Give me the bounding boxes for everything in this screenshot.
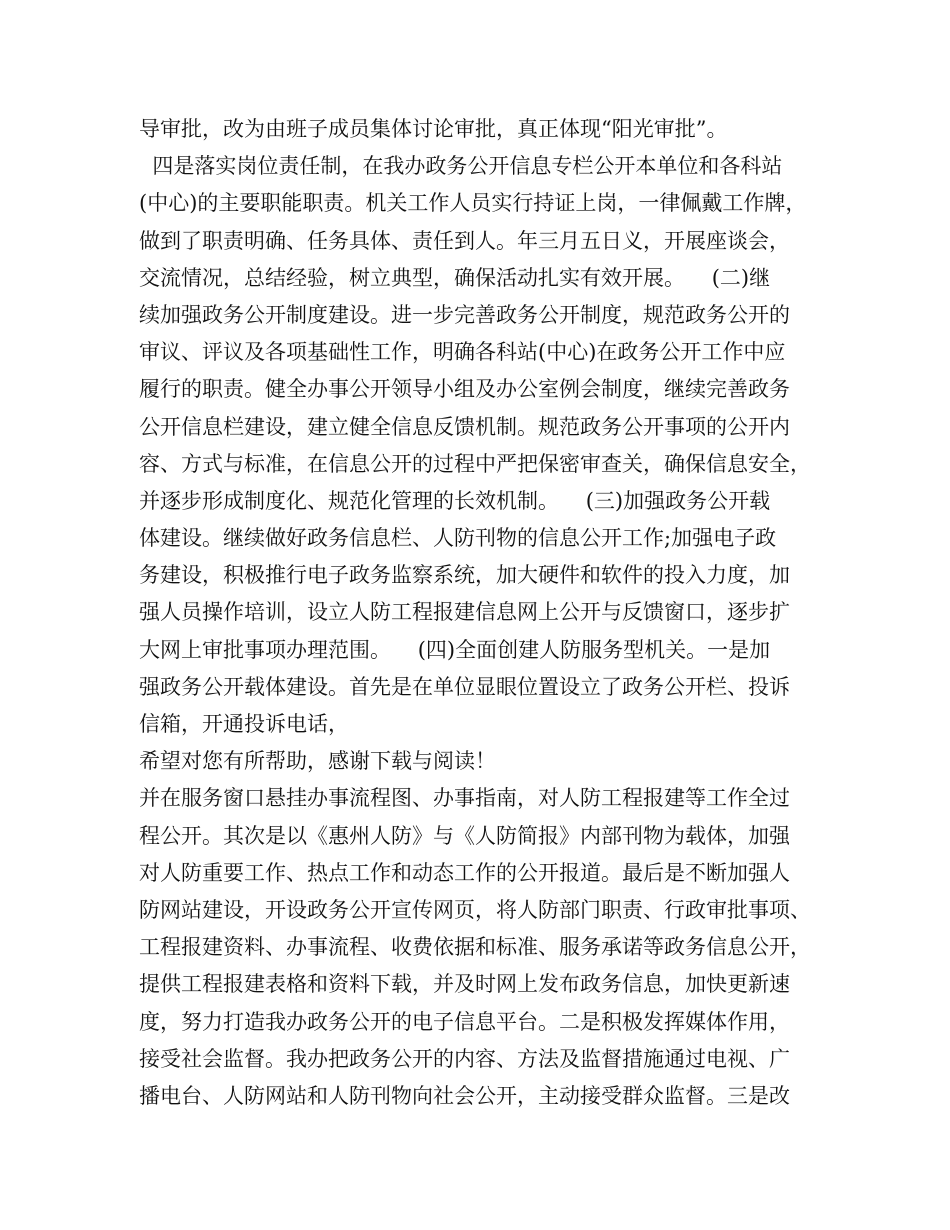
text-line: 履行的职责。健全办事公开领导小组及办公室例会制度，继续完善政务: [139, 377, 790, 402]
text-line: 并在服务窗口悬挂办事流程图、办事指南，对人防工程报建等工作全过: [139, 786, 790, 811]
text-line: 四是落实岗位责任制，在我办政务公开信息专栏公开本单位和各科站: [139, 154, 783, 179]
text-line: 大网上审批事项办理范围。 (四)全面创建人防服务型机关。一是加: [139, 637, 771, 662]
text-line: 信箱，开通投诉电话，: [139, 712, 349, 736]
text-line: 导审批，改为由班子成员集体讨论审批，真正体现“阳光审批”。: [139, 117, 728, 141]
text-line: 体建设。继续做好政务信息栏、人防刊物的信息公开工作;加强电子政: [139, 526, 777, 551]
document-body: [139, 111, 829, 1115]
text-line: (中心)的主要职能职责。机关工作人员实行持证上岗，一律佩戴工作牌，: [139, 191, 807, 216]
text-line: 度，努力打造我办政务公开的电子信息平台。二是积极发挥媒体作用，: [139, 1009, 790, 1034]
footer-note: 希望对您有所帮助，感谢下载与阅读！: [139, 749, 496, 774]
text-line: 并逐步形成制度化、规范化管理的长效机制。 (三)加强政务公开载: [139, 488, 771, 513]
text-line: 交流情况，总结经验，树立典型，确保活动扎实有效开展。 (二)继: [139, 265, 771, 290]
text-line: 防网站建设，开设政务公开宣传网页，将人防部门职责、行政审批事项、: [139, 897, 811, 922]
text-line: 公开信息栏建设，建立健全信息反馈机制。规范政务公开事项的公开内: [139, 414, 790, 439]
text-line: 审议、评议及各项基础性工作，明确各科站(中心)在政务公开工作中应: [139, 340, 786, 365]
text-line: 容、方式与标准，在信息公开的过程中严把保密审查关，确保信息安全，: [139, 451, 811, 476]
text-line: 做到了职责明确、任务具体、责任到人。年三月五日义，开展座谈会，: [139, 228, 790, 253]
text-line: 对人防重要工作、热点工作和动态工作的公开报道。最后是不断加强人: [139, 860, 790, 885]
text-line: 播电台、人防网站和人防刊物向社会公开，主动接受群众监督。三是改: [139, 1083, 790, 1108]
text-line: 续加强政务公开制度建设。进一步完善政务公开制度，规范政务公开的: [139, 302, 790, 327]
text-line: 务建设，积极推行电子政务监察系统，加大硬件和软件的投入力度，加: [139, 563, 790, 588]
text-line: 强人员操作培训，设立人防工程报建信息网上公开与反馈窗口，逐步扩: [139, 600, 790, 625]
text-line: 程公开。其次是以《惠州人防》与《人防简报》内部刊物为载体，加强: [139, 823, 790, 848]
text-line: 接受社会监督。我办把政务公开的内容、方法及监督措施通过电视、广: [139, 1046, 790, 1071]
text-line: 强政务公开载体建设。首先是在单位显眼位置设立了政务公开栏、投诉: [139, 674, 790, 699]
text-line: 工程报建资料、办事流程、收费依据和标准、服务承诺等政务信息公开，: [139, 935, 811, 960]
text-line: 提供工程报建表格和资料下载，并及时网上发布政务信息，加快更新速: [139, 972, 790, 997]
